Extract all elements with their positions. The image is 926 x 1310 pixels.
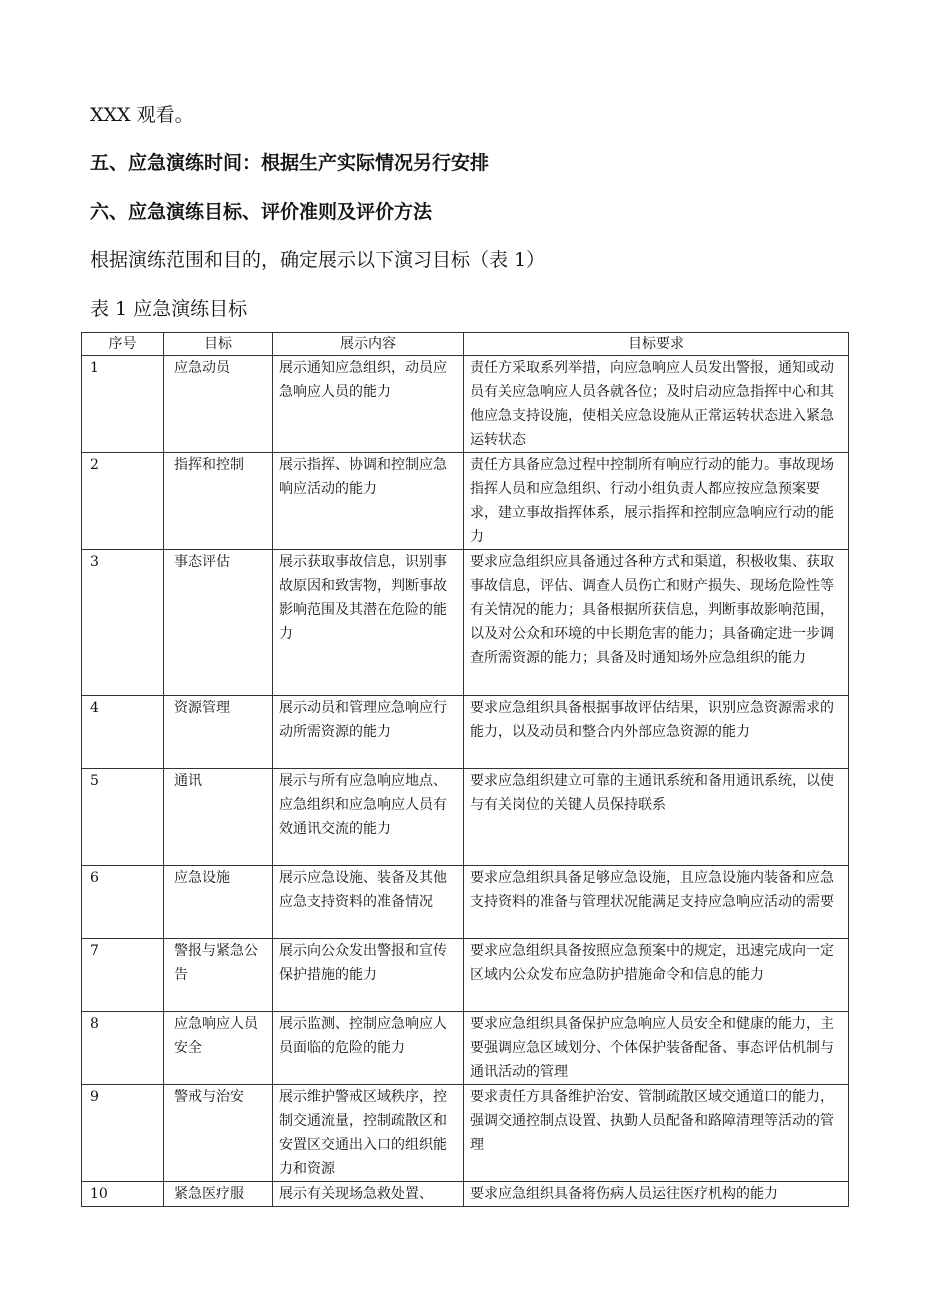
row-goal: 警报与紧急公告	[164, 939, 273, 1012]
table-row	[82, 453, 849, 550]
row-requirement: 要求应急组织具备保护应急响应人员安全和健康的能力，主要强调应急区域划分、个体保护装备配备、事态评估机制与通讯活动的管理	[464, 1012, 849, 1085]
table-row	[82, 696, 849, 769]
header-requirement: 目标要求	[464, 333, 849, 356]
row-number: 1	[82, 356, 164, 453]
header-goal: 目标	[164, 333, 273, 356]
section-heading-5: 五、应急演练时间：根据生产实际情况另行安排	[90, 152, 490, 174]
table-row	[82, 939, 849, 1012]
row-goal: 应急响应人员安全	[164, 1012, 273, 1085]
table-header-row	[82, 333, 849, 356]
row-content: 展示向公众发出警报和宣传保护措施的能力	[273, 939, 464, 1012]
table-caption: 表 1 应急演练目标	[90, 298, 248, 320]
row-content: 展示获取事故信息，识别事故原因和致害物，判断事故影响范围及其潜在危险的能力	[273, 550, 464, 696]
row-number: 4	[82, 696, 164, 769]
intro-paragraph: 根据演练范围和目的，确定展示以下演习目标（表 1）	[90, 249, 546, 271]
row-goal: 应急动员	[164, 356, 273, 453]
row-number: 2	[82, 453, 164, 550]
row-goal: 通讯	[164, 769, 273, 866]
table-row	[82, 1012, 849, 1085]
table-row	[82, 866, 849, 939]
row-requirement: 要求应急组织具备足够应急设施，且应急设施内装备和应急支持资料的准备与管理状况能满足支持应急响应活动的需要	[464, 866, 849, 939]
table-row	[82, 1182, 849, 1207]
intro-text: XXX 观看。	[90, 104, 194, 126]
section-heading-6: 六、应急演练目标、评价准则及评价方法	[90, 201, 433, 223]
row-requirement: 责任方具备应急过程中控制所有响应行动的能力。事故现场指挥人员和应急组织、行动小组负责人都应按应急预案要求，建立事故指挥体系，展示指挥和控制应急响应行动的能力	[464, 453, 849, 550]
drill-objectives-table	[81, 332, 849, 1207]
row-requirement: 责任方采取系列举措，向应急响应人员发出警报，通知或动员有关应急响应人员各就各位；及时启动应急指挥中心和其他应急支持设施，使相关应急设施从正常运转状态进入紧急运转状态	[464, 356, 849, 453]
row-requirement: 要求应急组织具备按照应急预案中的规定，迅速完成向一定区域内公众发布应急防护措施命令和信息的能力	[464, 939, 849, 1012]
row-goal: 事态评估	[164, 550, 273, 696]
row-requirement: 要求应急组织具备将伤病人员运往医疗机构的能力	[464, 1182, 849, 1207]
row-goal: 紧急医疗服	[164, 1182, 273, 1207]
row-requirement: 要求应急组织具备根据事故评估结果，识别应急资源需求的能力，以及动员和整合内外部应急资源的能力	[464, 696, 849, 769]
row-content: 展示维护警戒区域秩序，控制交通流量，控制疏散区和安置区交通出入口的组织能力和资源	[273, 1085, 464, 1182]
row-content: 展示通知应急组织，动员应急响应人员的能力	[273, 356, 464, 453]
header-number: 序号	[82, 333, 164, 356]
row-content: 展示应急设施、装备及其他应急支持资料的准备情况	[273, 866, 464, 939]
row-number: 7	[82, 939, 164, 1012]
table-row	[82, 356, 849, 453]
row-number: 10	[82, 1182, 164, 1207]
row-number: 5	[82, 769, 164, 866]
row-goal: 应急设施	[164, 866, 273, 939]
table-row	[82, 550, 849, 696]
table-row	[82, 1085, 849, 1182]
row-goal: 资源管理	[164, 696, 273, 769]
row-content: 展示有关现场急救处置、	[273, 1182, 464, 1207]
row-goal: 指挥和控制	[164, 453, 273, 550]
row-requirement: 要求应急组织建立可靠的主通讯系统和备用通讯系统，以使与有关岗位的关键人员保持联系	[464, 769, 849, 866]
row-content: 展示监测、控制应急响应人员面临的危险的能力	[273, 1012, 464, 1085]
row-number: 8	[82, 1012, 164, 1085]
row-content: 展示指挥、协调和控制应急响应活动的能力	[273, 453, 464, 550]
row-content: 展示与所有应急响应地点、应急组织和应急响应人员有效通讯交流的能力	[273, 769, 464, 866]
row-number: 9	[82, 1085, 164, 1182]
header-content: 展示内容	[273, 333, 464, 356]
row-number: 3	[82, 550, 164, 696]
table-row	[82, 769, 849, 866]
row-goal: 警戒与治安	[164, 1085, 273, 1182]
row-requirement: 要求应急组织应具备通过各种方式和渠道，积极收集、获取事故信息，评估、调查人员伤亡和财产损失、现场危险性等有关情况的能力；具备根据所获信息，判断事故影响范围，以及对公众和环境的中长期危害的能力；具备确定进一步调查所需资源的能力；具备及时通知场外应急组织的能力	[464, 550, 849, 696]
row-number: 6	[82, 866, 164, 939]
row-content: 展示动员和管理应急响应行动所需资源的能力	[273, 696, 464, 769]
row-requirement: 要求责任方具备维护治安、管制疏散区域交通道口的能力，强调交通控制点设置、执勤人员配备和路障清理等活动的管理	[464, 1085, 849, 1182]
